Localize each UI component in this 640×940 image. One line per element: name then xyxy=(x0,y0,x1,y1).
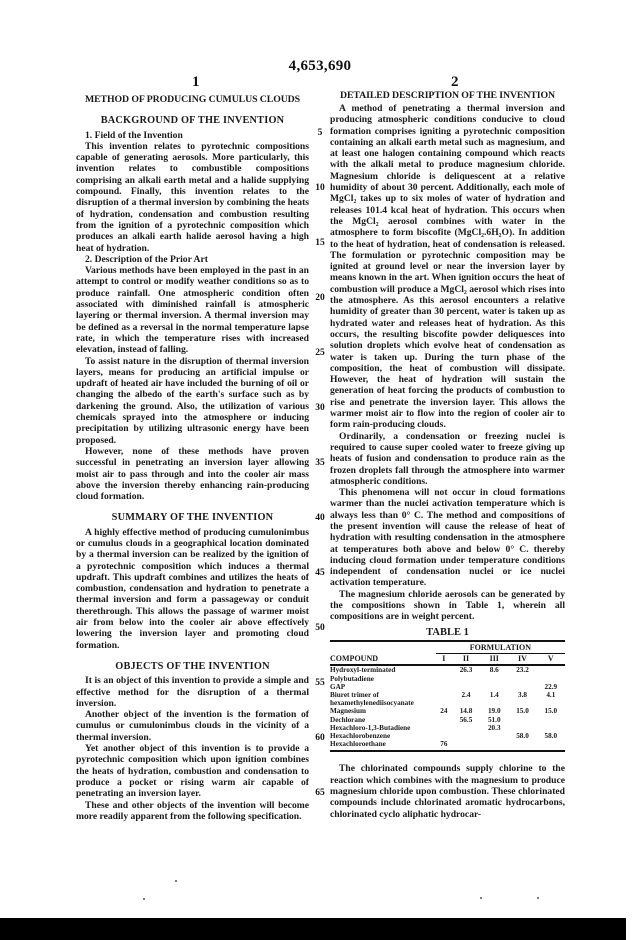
table-caption: TABLE 1 xyxy=(426,626,469,638)
column-header: I xyxy=(436,654,452,666)
scan-speck xyxy=(480,897,482,899)
column-number-right: 2 xyxy=(451,74,459,90)
column-header: IV xyxy=(508,654,536,666)
right-column xyxy=(330,90,565,820)
table-cell: 20.3 xyxy=(487,723,501,732)
table-cell: 58.0 xyxy=(544,731,558,740)
line-number: 55 xyxy=(315,678,325,688)
table-cell: 15.0 xyxy=(544,707,558,716)
compound-name: Dechlorane xyxy=(330,715,366,724)
table-cell: 23.2 xyxy=(516,666,529,675)
prior-art-paragraph: Various methods have been employed in the past in an attempt to control or modify weather conditions so as to produce rainfall. One atmospheric condition often associated with diminished rainfall is atmospheric layering or thermal inversion. A thermal inversion may be defined as a reversal in the normal temperature lapse rate, in which the temperature rises with increased elevation, instead of falling. xyxy=(76,265,309,356)
table-row xyxy=(330,707,565,715)
table-cell: 14.8 xyxy=(459,707,473,716)
scan-speck xyxy=(175,880,177,882)
table-cell xyxy=(452,740,480,751)
column-header: II xyxy=(452,654,480,666)
summary-paragraph: A highly effective method of producing cumulonimbus or cumulus clouds in a geographical location dominated by a thermal inversion can be realized by the ignition of a pyrotechnic composition which induces a thermal updraft. This updraft combines and utilizes the heats of combustion, condensation and hydration to penetrate a thermal inversion and form a passageway or conduit therethrough. This allows the passage of warmer moist air from below into the cooler air above effectively lowering the inversion layer and promoting cloud formation. xyxy=(76,526,309,651)
compound-name: Hexachlorobenzene xyxy=(330,731,391,740)
table-cell xyxy=(480,740,508,751)
table-row xyxy=(330,724,565,732)
line-number: 60 xyxy=(315,733,325,743)
prior-art-paragraph: To assist nature in the disruption of thermal inversion layers, means for producing an artificial impulse or updraft of heated air have included the burning of oil or changing the albedo of the earth's surface such as by darkening the ground. Also, the utilization of various chemicals sprayed into the atmosphere or inducing precipitation by utilizing ultrasonic energy have been proposed. xyxy=(76,355,309,446)
scan-speck xyxy=(537,897,539,899)
table-row xyxy=(330,683,565,691)
line-number: 5 xyxy=(317,128,323,138)
patent-number: 4,653,690 xyxy=(288,58,352,74)
table-cell xyxy=(452,724,480,732)
line-number: 50 xyxy=(315,623,325,633)
objects-heading: OBJECTS OF THE INVENTION xyxy=(115,660,270,672)
table-cell xyxy=(508,716,536,724)
line-number: 35 xyxy=(315,458,325,468)
table-cell: 51.0 xyxy=(487,715,501,724)
summary-heading: SUMMARY OF THE INVENTION xyxy=(111,512,274,524)
line-number: 15 xyxy=(315,238,325,248)
line-number: 45 xyxy=(315,568,325,578)
scan-edge-bar xyxy=(0,918,626,940)
table-cell: 2.4 xyxy=(461,690,471,699)
table-cell xyxy=(508,740,536,751)
prior-art-paragraph: However, none of these methods have proven successful in penetrating an inversion layer allowing moist air to pass through and into the cooler air mass above the inversion thereby enhancing rain-producing cloud formation. xyxy=(76,445,309,503)
table-cell: 26.3 xyxy=(459,666,473,675)
table-cell: 8.6 xyxy=(489,666,499,675)
table-cell xyxy=(452,683,480,691)
column-header: V xyxy=(537,654,565,666)
field-subheading: 1. Field of the Invention xyxy=(85,129,183,141)
table-cell xyxy=(508,724,536,732)
compound-name: Hydroxyl-terminated Polybutadiene xyxy=(330,666,396,683)
table-cell xyxy=(537,740,565,751)
table-row xyxy=(330,740,565,751)
table-cell xyxy=(436,724,452,732)
line-number: 65 xyxy=(315,788,325,798)
document-title: METHOD OF PRODUCING CUMULUS CLOUDS xyxy=(84,94,301,105)
table-cell xyxy=(436,716,452,724)
table-cell: 15.0 xyxy=(516,707,529,716)
description-paragraph: The magnesium chloride aerosols can be generated by the compositions shown in Table 1, wherein all compositions are in weight percent. xyxy=(330,588,565,623)
line-number: 20 xyxy=(315,293,325,303)
line-number: 10 xyxy=(315,183,325,193)
compound-header: COMPOUND xyxy=(330,654,436,666)
table-cell xyxy=(452,732,480,740)
description-paragraph: A method of penetrating a thermal inversion and producing atmospheric conditions conducive to cloud formation comprises igniting a pyrotechnic composition containing an alkali earth metal such as magnesium, and at least one halogen containing compound which reacts with the alkali metal to produce magnesium chloride. Magnesium chloride is deliquescent at a relative humidity of about 30 percent. Additionally, each mole of MgCl₂ takes up to six moles of water of hydration and releases 101.4 kcal heat of hydration. This occurs when the MgCl₂ aerosol combines with water in the atmosphere to form biscofite (MgCl₂.6H₂O). In addition to the heat of hydration, heat of condensation is released. The formulation or pyrotechnic composition may be ignited at ground level or near the inversion layer by means known in the art. When ignition occurs the heat of combustion will produce a MgCl₂ aerosol which rises into the atmosphere. As this aerosol encounters a relative humidity of greater than 30 percent, water is taken up as hydrated water and releases heat of hydration. As this occurs, the resulting biscofite powder deliquesces into solution droplets which evolve heat of condensation as water is taken up. During the turn phase of the composition, the heat of combustion will dissipate. However, the heat of hydration will sustain the generation of heat forcing the products of combustion to rise and penetrate the inversion layer. This allows the warmer moist air to flow into the region of cooler air to form rain-producing clouds. xyxy=(330,103,565,431)
left-column xyxy=(76,90,309,822)
objects-paragraph: These and other objects of the invention will become more readily apparent from the following specification. xyxy=(76,799,309,822)
table-cell: 24 xyxy=(440,707,448,716)
background-heading: BACKGROUND OF THE INVENTION xyxy=(100,115,285,127)
detailed-description-heading: DETAILED DESCRIPTION OF THE INVENTION xyxy=(340,90,555,101)
column-header: III xyxy=(480,654,508,666)
compound-name: Magnesium xyxy=(330,707,366,716)
table-cell: 1.4 xyxy=(489,690,499,699)
formulation-group-header: FORMULATION xyxy=(436,643,565,654)
table-cell xyxy=(436,732,452,740)
table-cell xyxy=(537,716,565,724)
table-cell: 19.0 xyxy=(487,707,501,716)
compound-name: Hexachloro-1,3-Butadiene xyxy=(330,723,411,732)
table-cell: 4.1 xyxy=(546,690,556,699)
table-cell xyxy=(537,665,565,682)
table-row xyxy=(330,665,565,682)
line-number: 30 xyxy=(315,403,325,413)
table-cell xyxy=(480,732,508,740)
field-paragraph: This invention relates to pyrotechnic compositions capable of generating aerosols. More particularly, this invention relates to combustible compositions comprising an alkali earth metal and a halide supplying compound. Finally, this invention relates to the disruption of a thermal inversion by combining the heats of hydration, condensation and combustion resulting from the ignition of a pyrotechnic composition which produces an alkali earth halide aerosol having a high heat of hydration. xyxy=(76,140,309,254)
compound-name: Hexachloroethane xyxy=(330,740,386,749)
compound-name: GAP xyxy=(330,682,346,691)
objects-paragraph: Another object of the invention is the formation of cumulus or cumulonimbus clouds in the vicinity of a thermal inversion. xyxy=(76,709,309,743)
table-cell: 58.0 xyxy=(516,731,529,740)
formulation-table xyxy=(330,640,565,753)
table-cell xyxy=(537,724,565,732)
after-table-paragraph: The chlorinated compounds supply chlorine to the reaction which combines with the magnesium to produce magnesium chloride upon combustion. These chlorinated compounds include chlorinated aromatic hydrocarbons, chlorinated cyclo aliphatic hydrocar- xyxy=(330,763,565,820)
line-number: 25 xyxy=(315,348,325,358)
table-row xyxy=(330,716,565,724)
line-number: 40 xyxy=(315,513,325,523)
column-number-left: 1 xyxy=(192,74,200,90)
objects-paragraph: Yet another object of this invention is to provide a pyrotechnic composition which upon ignition combines the heats of hydration, combustion and condensation to produce a pocket or rising warm air capable of penetrating an inversion layer. xyxy=(76,743,309,800)
table-cell xyxy=(436,665,452,682)
table-row xyxy=(330,732,565,740)
scan-speck xyxy=(143,898,145,900)
table-cell: 3.8 xyxy=(518,690,527,699)
description-paragraph: Ordinarily, a condensation or freezing nuclei is required to cause super cooled water to freeze giving up heats of fusion and condensation to produce rain as the frozen droplets fall through the atmosphere into warmer atmospheric conditions. xyxy=(330,430,565,487)
objects-paragraph: It is an object of this invention to provide a simple and effective method for the disruption of a thermal inversion. xyxy=(76,675,309,709)
prior-art-subheading: 2. Description of the Prior Art xyxy=(85,253,208,265)
table-cell xyxy=(480,683,508,691)
table-cell xyxy=(508,683,536,691)
table-cell: 76 xyxy=(440,740,448,749)
description-paragraph: This phenomena will not occur in cloud formations warmer than the nuclei activation temperature which is always less than 0° C. The method and compositions of the present invention will cause the release of heat of hydration with resulting condensation in the atmosphere at temperatures both above and below 0° C. thereby inducing cloud formation under temperature conditions independent of condensation nuclei or ice nuclei activation temperature. xyxy=(330,487,565,589)
compound-name: Biuret trimer of hexamethylenediisocyanate xyxy=(330,690,414,708)
table-cell xyxy=(436,691,452,707)
table-cell: 56.5 xyxy=(459,715,473,724)
table-cell xyxy=(436,683,452,691)
table-row xyxy=(330,691,565,707)
table-cell: 22.9 xyxy=(544,682,558,691)
